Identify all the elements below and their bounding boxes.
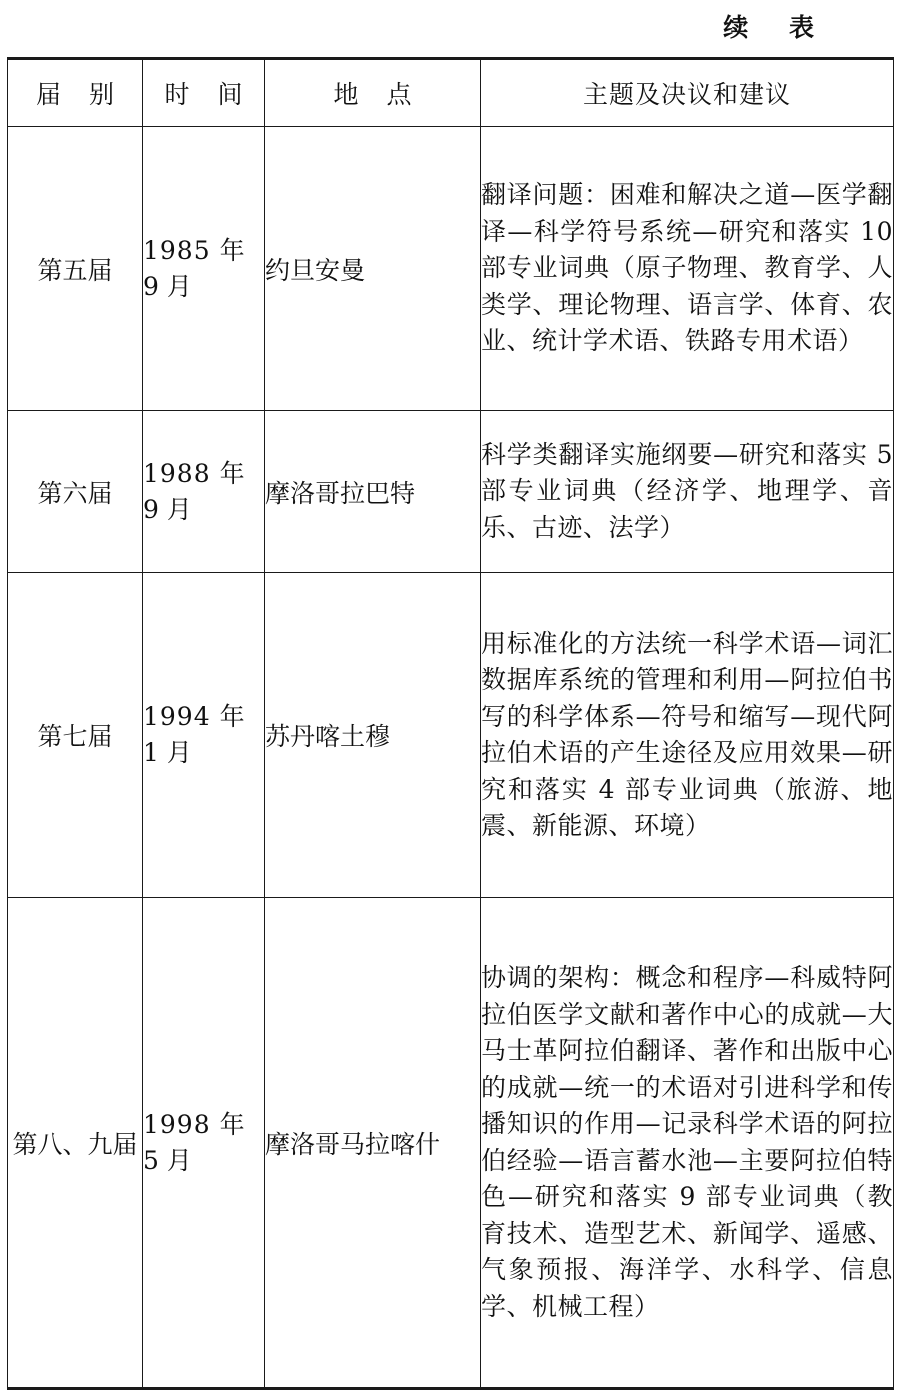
header-topic: 主题及决议和建议	[481, 59, 894, 127]
place-cell: 摩洛哥拉巴特	[265, 411, 481, 573]
topic-cell: 科学类翻译实施纲要—研究和落实 5 部专业词典（经济学、地理学、音乐、古迹、法学）	[481, 411, 894, 573]
time-cell	[143, 411, 265, 573]
time-year: 1994 年	[143, 702, 246, 731]
time-month: 9 月	[143, 271, 192, 301]
topic-cell: 翻译问题：困难和解决之道—医学翻译—科学符号系统—研究和落实 10 部专业词典（原子物理、教育学、人类学、理论物理、语言学、体育、农业、统计学术语、铁路专用术语）	[481, 127, 894, 411]
session-cell: 第七届	[8, 573, 143, 898]
table-row	[8, 898, 894, 1389]
place-cell: 苏丹喀土穆	[265, 573, 481, 898]
time-cell	[143, 898, 265, 1389]
table-row	[8, 573, 894, 898]
topic-cell: 协调的架构：概念和程序—科威特阿拉伯医学文献和著作中心的成就—大马士革阿拉伯翻译、著作和出版中心的成就—统一的术语对引进科学和传播知识的作用—记录科学术语的阿拉伯经验—语言蓄水池—主要阿拉伯特色—研究和落实 9 部专业词典（教育技术、造型艺术、新闻学、遥感、气象预报、海洋学、水科学、信息学、机械工程）	[481, 898, 894, 1389]
time-month: 5 月	[143, 1145, 192, 1175]
topic-cell: 用标准化的方法统一科学术语—词汇数据库系统的管理和利用—阿拉伯书写的科学体系—符号和缩写—现代阿拉伯术语的产生途径及应用效果—研究和落实 4 部专业词典（旅游、地震、新能源、环境）	[481, 573, 894, 898]
session-cell: 第八、九届	[8, 898, 143, 1389]
session-cell: 第六届	[8, 411, 143, 573]
time-year: 1985 年	[143, 235, 246, 265]
header-row	[8, 59, 894, 127]
conference-table	[7, 57, 894, 1390]
session-cell: 第五届	[8, 127, 143, 411]
table-continued-caption: 续 表	[723, 13, 830, 42]
header-time: 时 间	[143, 59, 265, 127]
time-cell	[143, 127, 265, 411]
place-cell: 摩洛哥马拉喀什	[265, 898, 481, 1389]
time-cell	[143, 573, 265, 898]
time-month: 9 月	[143, 494, 192, 524]
time-year: 1988 年	[143, 458, 246, 488]
place-cell: 约旦安曼	[265, 127, 481, 411]
table-row	[8, 411, 894, 573]
header-session: 届 别	[8, 59, 143, 127]
header-place: 地 点	[265, 59, 481, 127]
time-month: 1 月	[143, 738, 192, 767]
time-year: 1998 年	[143, 1109, 246, 1139]
table-row	[8, 127, 894, 411]
